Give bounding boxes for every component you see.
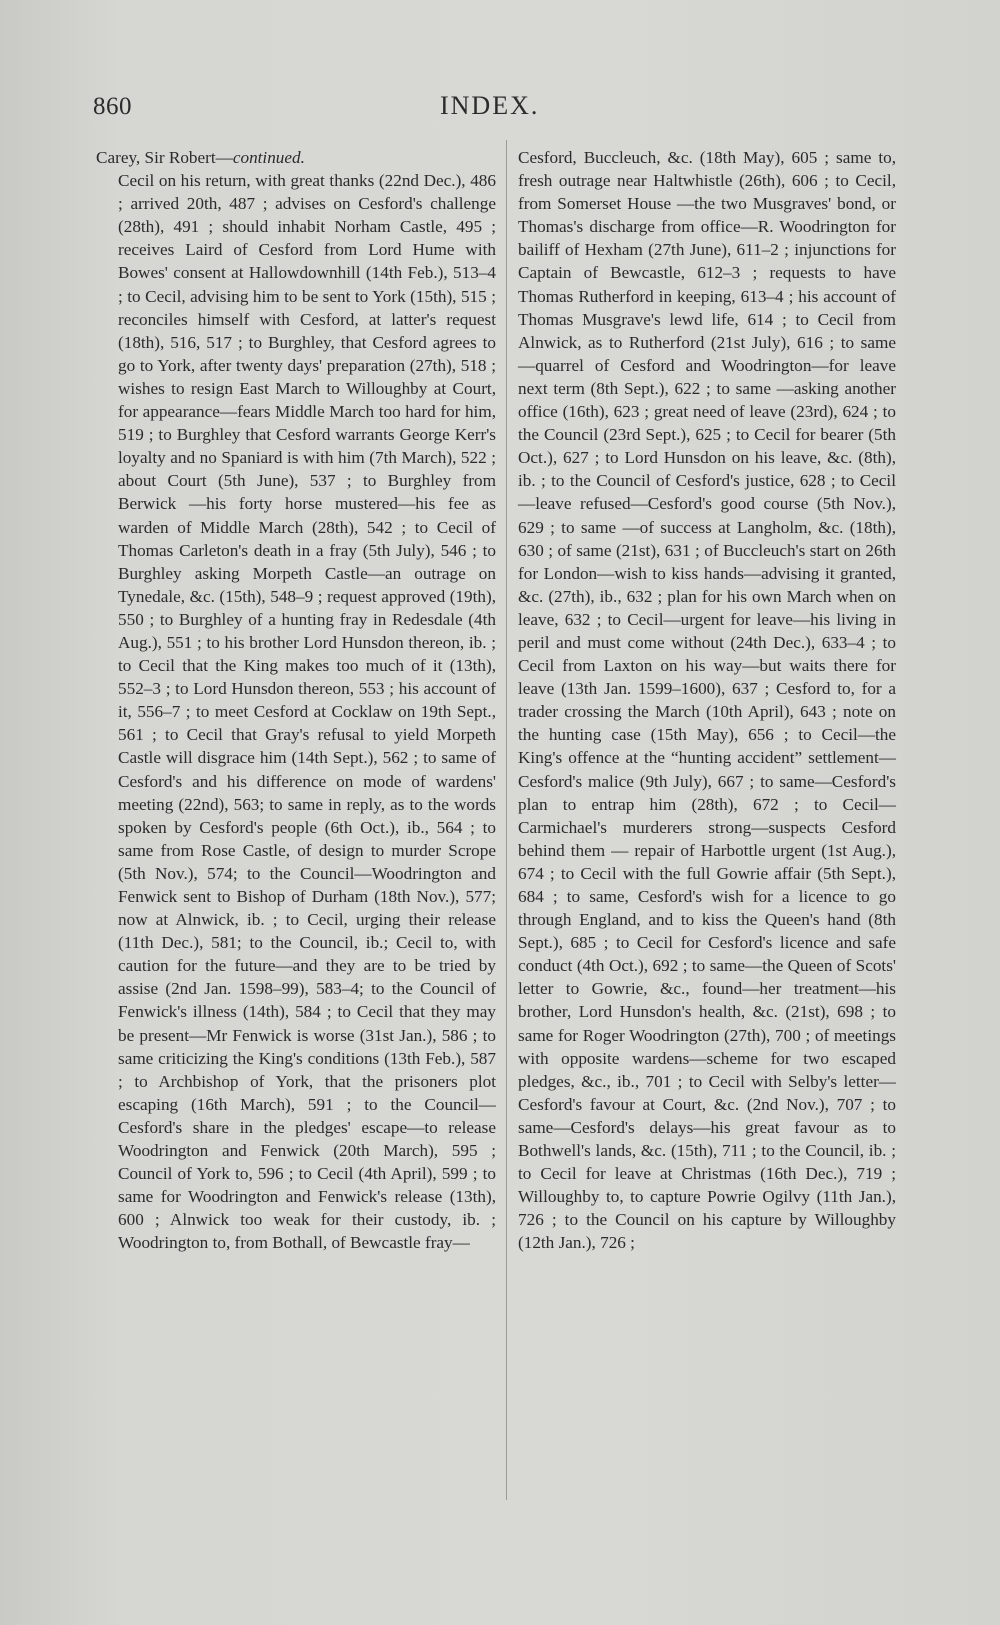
page-number: 860 (93, 93, 132, 120)
left-column-text: Cecil on his return, with great thanks (22nd Dec.), 486 ; arrived 20th, 487 ; advises on Cesford's challenge (28th), 491 ; should inhabit Norham Castle, 495 ; receives Laird of Cesford from Lord Hume with Bowes' consent at Hallowdownhill (14th Feb.), 513–4 ; to Cecil, advising him to be sent to York (15th), 515 ; reconciles himself with Cesford, at latter's request (18th), 516, 517 ; to Burghley, that Cesford agrees to go to York, after twenty days' preparation (27th), 518 ; wishes to resign East March to Willoughby at Court, for appearance—fears Middle March too hard for him, 519 ; to Burghley that Cesford warrants George Kerr's loyalty and no Spaniard is with him (7th March), 522 ; about Court (5th June), 537 ; to Burghley from Berwick —his forty horse mustered—his fee as warden of Middle March (28th), 542 ; to Cecil of Thomas Carleton's death in a fray (5th July), 546 ; to Burghley asking Morpeth Castle—an outrage on Tynedale, &c. (15th), 548–9 ; request approved (19th), 550 ; to Burghley of a hunting fray in Redesdale (4th Aug.), 551 ; to his brother Lord Hunsdon thereon, ib. ; to Cecil that the King makes too much of it (13th), 552–3 ; to Lord Hunsdon thereon, 553 ; his account of it, 556–7 ; to meet Cesford at Cocklaw on 19th Sept., 561 ; to Cecil that Gray's refusal to yield Morpeth Castle will disgrace him (14th Sept.), 562 ; to same of Cesford's and his difference on mode of wardens' meeting (22nd), 563; to same in reply, as to the words spoken by Cesford's people (6th Oct.), ib., 564 ; to same from Rose Castle, of design to murder Scrope (5th Nov.), 574; to the Council—Woodrington and Fenwick sent to Bishop of Durham (18th Nov.), 577; now at Alnwick, ib. ; to Cecil, urging their release (11th Dec.), 581; to the Council, ib.; Cecil to, with caution for the future—and they are to be tried by assise (2nd Jan. 1598–99), 583–4; to the Council of Fenwick's illness (14th), 584 ; to Cecil that they may be present—Mr Fenwick is worse (31st Jan.), 586 ; to same criticizing the King's conditions (13th Feb.), 587 ; to Archbishop of York, that the prisoners plot escaping (16th March), 591 ; to the Council—Cesford's share in the pledges' escape—to release Woodrington and Fenwick (20th March), 595 ; Council of York to, 596 ; to Cecil (4th April), 599 ; to same for Woodrington and Fenwick's release (13th), 600 ; Alnwick too weak for their custody, ib. ; Woodrington to, from Bothall, of Bewcastle fray— (118, 171, 496, 1253)
right-column-text: Cesford, Buccleuch, &c. (18th May), 605 ; same to, fresh outrage near Haltwhistle (26th), 606 ; to Cecil, from Somerset House —the two Musgraves' bond, or Thomas's discharge from office—R. Woodrington for bailiff of Hexham (27th June), 611–2 ; injunctions for Captain of Bewcastle, 612–3 ; requests to have Thomas Rutherford in keeping, 613–4 ; his account of Thomas Musgrave's lewd life, 614 ; to Cecil from Alnwick, as to Rutherford (21st July), 616 ; to same —quarrel of Cesford and Woodrington—for leave next term (8th Sept.), 622 ; to same —asking another office (16th), 623 ; great need of leave (23rd), 624 ; to the Council (23rd Sept.), 625 ; to Cecil for bearer (5th Oct.), 627 ; to Lord Hunsdon on his leave, &c. (8th), ib. ; to the Council of Cesford's justice, 628 ; to Cecil—leave refused—Cesford's good course (5th Nov.), 629 ; to same —of success at Langholm, &c. (18th), 630 ; of same (21st), 631 ; of Buccleuch's start on 26th for London—wish to kiss hands—advising it granted, &c. (27th), ib., 632 ; plan for his own March when on leave, 632 ; to Cecil—urgent for leave—his living in peril and must come without (24th Dec.), 633–4 ; to Cecil from Laxton on his way—but waits there for leave (13th Jan. 1599–1600), 637 ; Cesford to, for a trader crossing the March (10th April), 643 ; note on the hunting case (15th May), 656 ; to Cecil—the King's offence at the “hunting accident” settlement—Cesford's malice (9th July), 667 ; to same—Cesford's plan to entrap him (28th), 672 ; to Cecil—Carmichael's murderers strong—suspects Cesford behind them — repair of Harbottle urgent (1st Aug.), 674 ; to Cecil with the full Gowrie affair (5th Sept.), 684 ; to same, Cesford's wish for a licence to go through England, and to kiss the Queen's hand (8th Sept.), 685 ; to Cecil for Cesford's licence and safe conduct (4th Oct.), 692 ; to same—the Queen of Scots' letter to Gowrie, &c., found—her treatment—his brother, Lord Hunsdon's health, &c. (21st), 698 ; to same for Roger Woodrington (27th), 700 ; of meetings with opposite wardens—scheme for two escaped pledges, &c., ib., 701 ; to Cecil with Selby's letter—Cesford's favour at Court, &c. (2nd Nov.), 707 ; to same—Cesford's delays—his great favour as to Bothwell's lands, &c. (15th), 711 ; to the Council, ib. ; to Cecil for leave at Christmas (16th Dec.), 719 ; Willoughby to, to capture Powrie Ogilvy (11th Jan.), 726 ; to the Council on his capture by Willoughby (12th Jan.), 726 ; (518, 148, 896, 1253)
left-column (96, 146, 496, 1255)
entry-name: Carey, Sir Robert— (96, 148, 233, 167)
column-divider (506, 140, 507, 1500)
right-column (518, 146, 896, 1255)
entry-heading (96, 146, 496, 169)
running-head: INDEX. (440, 91, 540, 120)
entry-continued: continued. (232, 148, 305, 167)
